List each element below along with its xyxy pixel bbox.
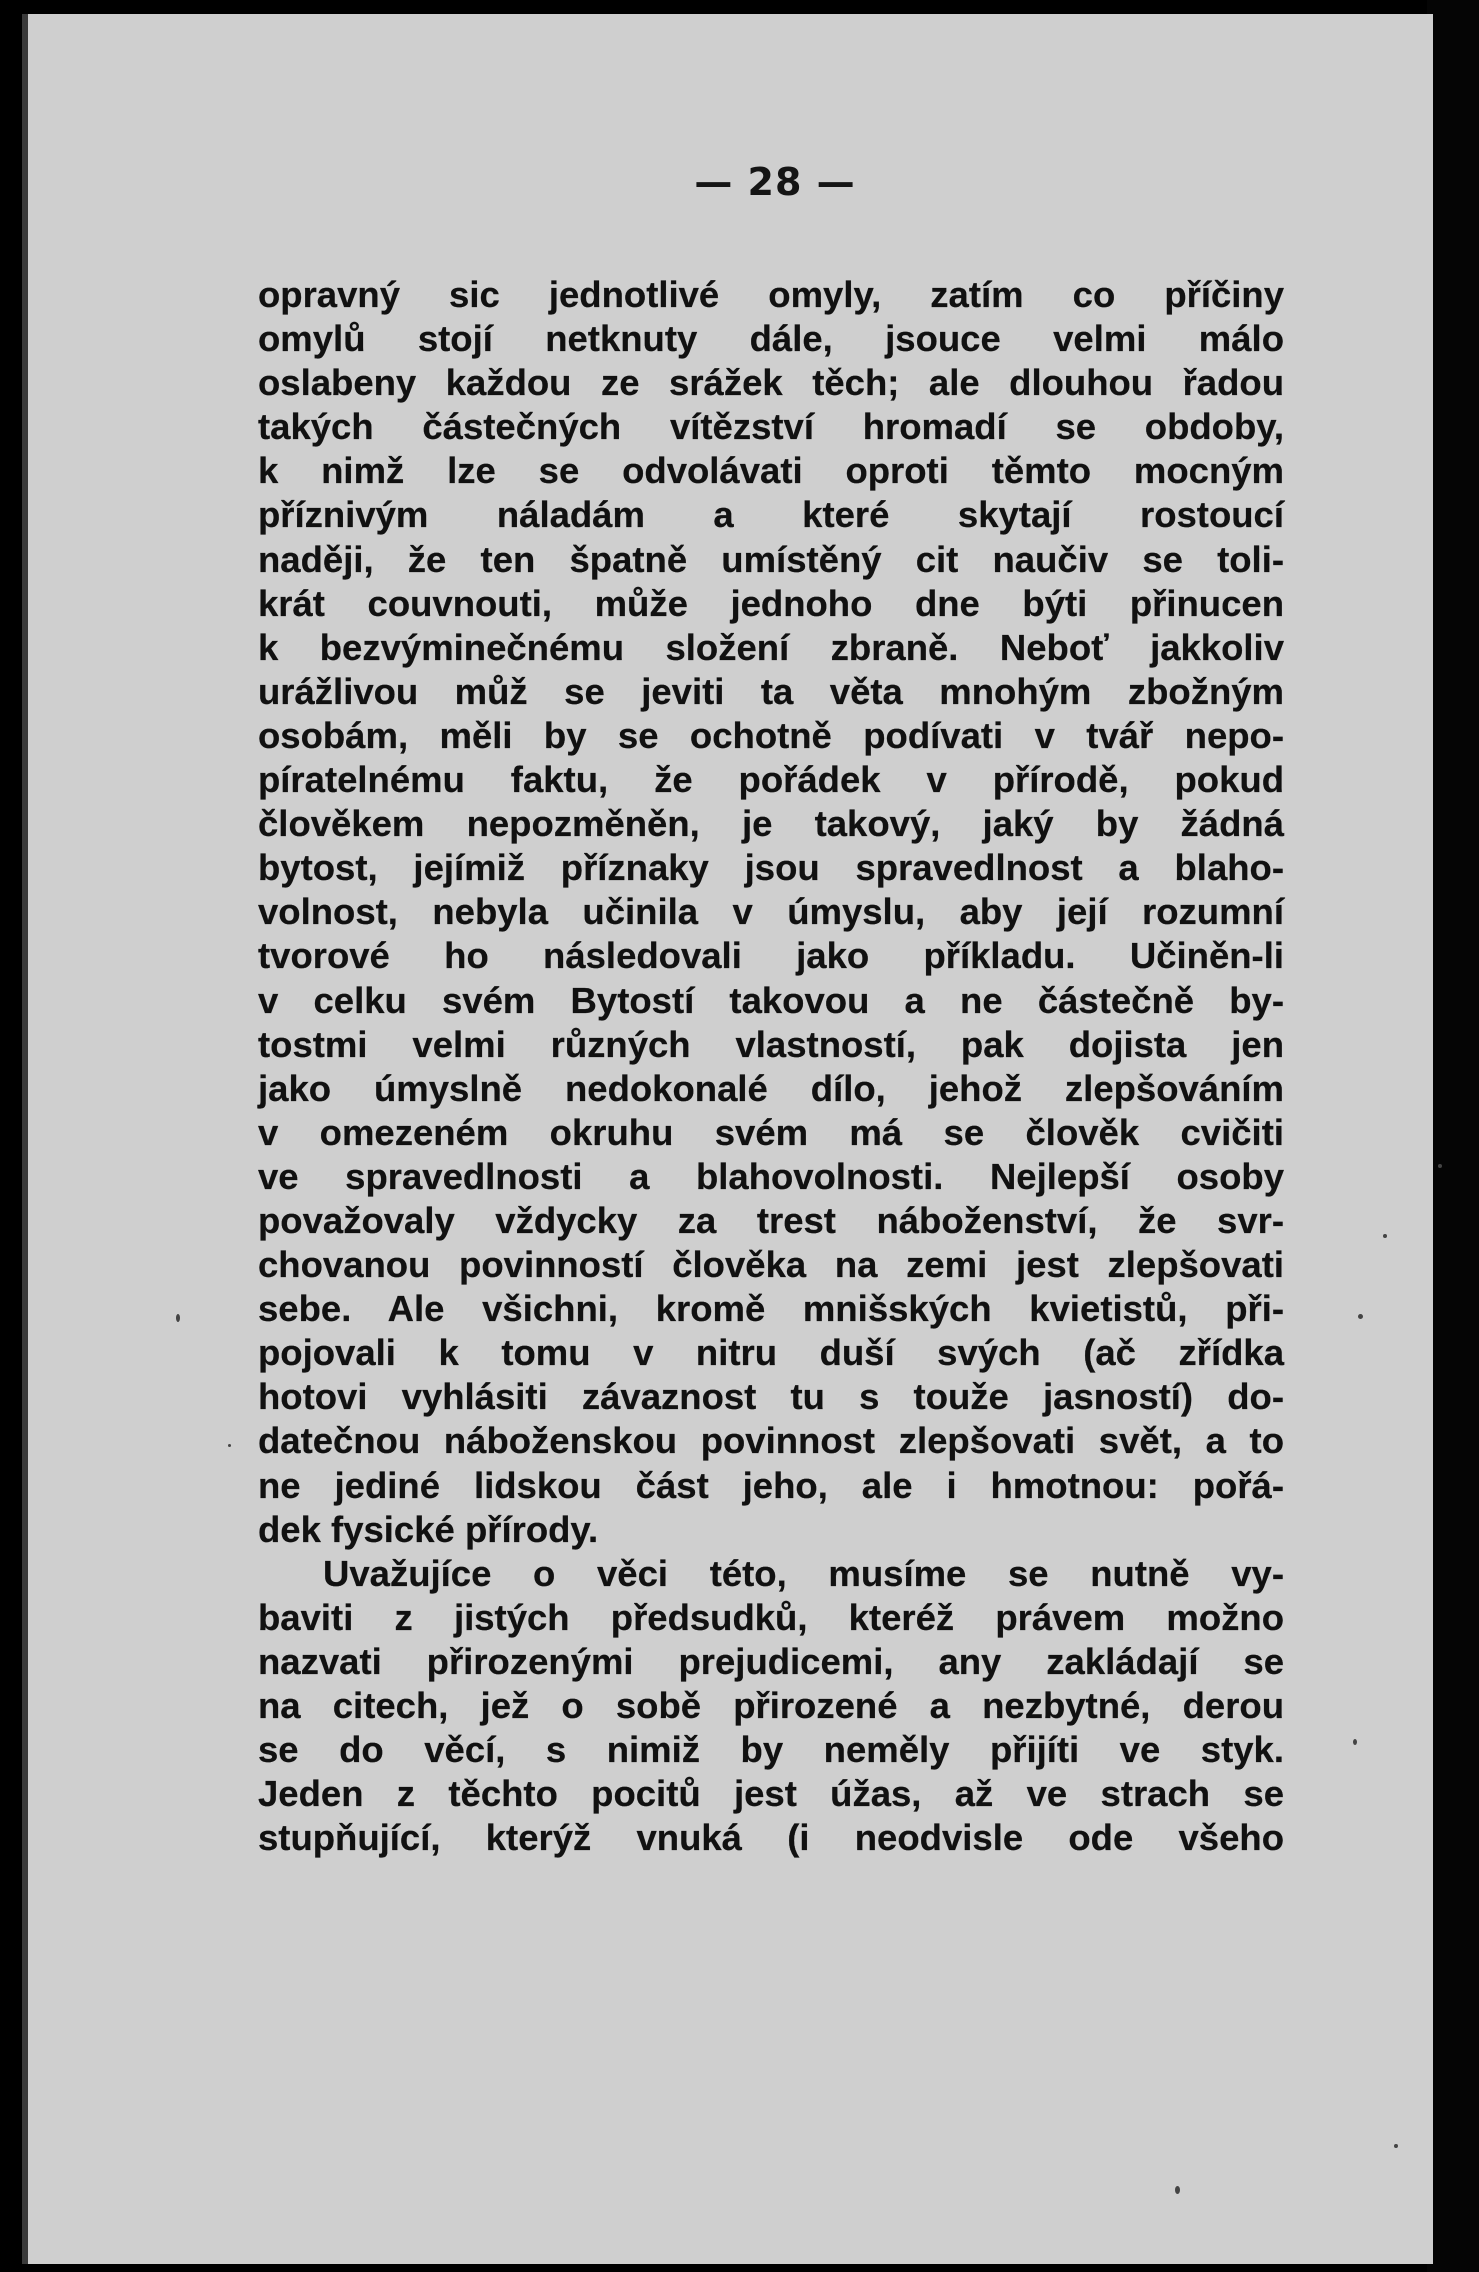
text-line: tostmi velmi různých vlastností, pak dojista jen <box>258 1023 1284 1065</box>
text-line: ne jediné lidskou část jeho, ale i hmotnou: pořá- <box>258 1464 1284 1506</box>
text-line: ve spravedlnosti a blahovolnosti. Nejlepší osoby <box>258 1155 1284 1197</box>
text-line: se do věcí, s nimiž by neměly přijíti ve styk. <box>258 1729 1284 1771</box>
text-line: urážlivou můž se jeviti ta věta mnohým zbožným <box>258 670 1284 712</box>
text-line: dek fysické přírody. <box>258 1508 599 1550</box>
page-right-edge <box>1427 0 1479 2272</box>
text-line: člověkem nepozměněn, je takový, jaký by žádná <box>258 803 1284 845</box>
text-line: osobám, měli by se ochotně podívati v tvář nepo- <box>258 714 1284 756</box>
text-line: baviti z jistých předsudků, kteréž právem možno <box>258 1596 1284 1638</box>
text-line: Uvažujíce o věci této, musíme se nutně vy- <box>323 1552 1284 1594</box>
ink-speck <box>1383 1234 1387 1238</box>
text-line: k bezvýminečnému složení zbraně. Neboť jakkoliv <box>258 626 1284 668</box>
text-line: v celku svém Bytostí takovou a ne částečně by- <box>258 979 1284 1021</box>
text-line: opravný sic jednotlivé omyly, zatím co příčiny <box>258 274 1284 315</box>
text-line: hotovi vyhlásiti závaznost tu s touže jasností) do- <box>258 1376 1284 1418</box>
text-line: nazvati přirozenými prejudicemi, any zakládají se <box>258 1640 1284 1682</box>
text-line: oslabeny každou ze srážek těch; ale dlouhou řadou <box>258 362 1284 404</box>
ink-speck <box>1394 2144 1398 2148</box>
text-line: krát couvnouti, může jednoho dne býti přinucen <box>258 582 1284 624</box>
page-number: — 28 — <box>694 160 856 204</box>
ink-speck <box>1353 1739 1357 1745</box>
body-text <box>258 273 1284 1860</box>
text-line: bytost, jejímiž příznaky jsou spravedlnost a blaho- <box>258 847 1284 889</box>
text-line: naději, že ten špatně umístěný cit naučiv se toli- <box>258 538 1284 580</box>
text-line: příznivým náladám a které skytají rostoucí <box>258 494 1284 536</box>
text-line: tvorové ho následovali jako příkladu. Učiněn-li <box>258 935 1284 977</box>
text-line: Jeden z těchto pocitů jest úžas, až ve strach se <box>258 1773 1284 1815</box>
text-line: pojovali k tomu v nitru duší svých (ač zřídka <box>258 1332 1284 1374</box>
ink-speck <box>1175 2186 1180 2194</box>
text-line: omylů stojí netknuty dále, jsouce velmi málo <box>258 318 1284 360</box>
text-line: datečnou náboženskou povinnost zlepšovati svět, a to <box>258 1420 1284 1462</box>
text-line: takých částečných vítězství hromadí se obdoby, <box>258 406 1284 448</box>
ink-speck <box>228 1444 231 1447</box>
text-line: volnost, nebyla učinila v úmyslu, aby její rozumní <box>258 891 1284 933</box>
text-line: v omezeném okruhu svém má se člověk cvičiti <box>258 1111 1284 1153</box>
text-line: jako úmyslně nedokonalé dílo, jehož zlepšováním <box>258 1067 1284 1109</box>
text-line: chovanou povinností člověka na zemi jest zlepšovati <box>258 1244 1284 1286</box>
text-line: stupňující, kterýž vnuká (i neodvisle ode všeho <box>258 1817 1284 1859</box>
ink-speck <box>176 1314 180 1322</box>
text-line: považovaly vždycky za trest náboženství, že svr- <box>258 1199 1284 1241</box>
text-line: k nimž lze se odvolávati oproti těmto mocným <box>258 450 1284 492</box>
ink-speck <box>1358 1314 1363 1319</box>
text-line: na citech, jež o sobě přirozené a nezbytné, derou <box>258 1685 1284 1726</box>
ink-speck <box>1438 1164 1442 1168</box>
text-line: sebe. Ale všichni, kromě mnišských kvietistů, při- <box>258 1288 1284 1330</box>
text-line: píratelnému faktu, že pořádek v přírodě, pokud <box>258 759 1284 801</box>
